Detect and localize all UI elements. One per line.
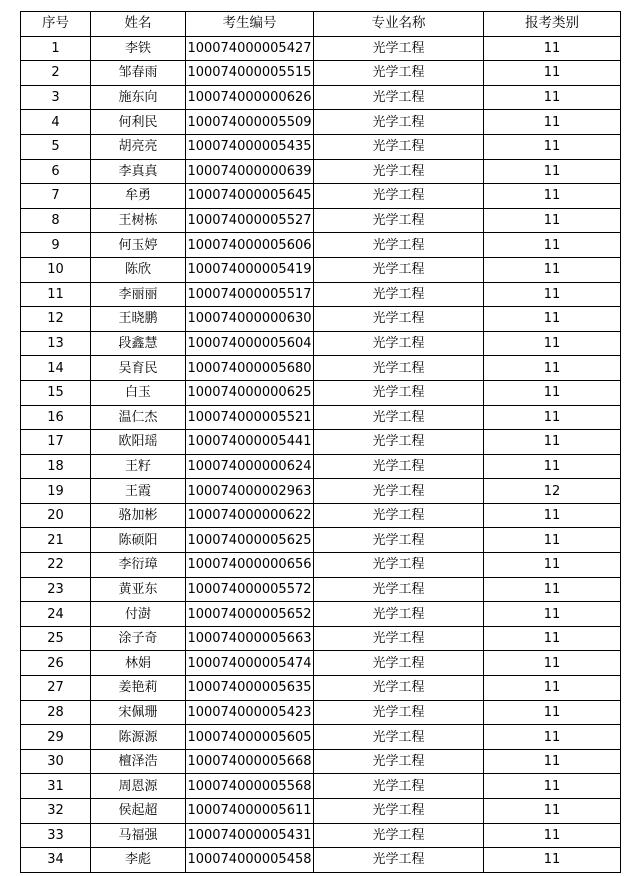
cell-category: 11: [484, 749, 621, 774]
cell-name: 黄亚东: [91, 577, 186, 602]
cell-seq: 15: [21, 380, 91, 405]
cell-category: 11: [484, 626, 621, 651]
table-row: [21, 749, 621, 774]
cell-major: 光学工程: [314, 405, 484, 430]
header-major: 专业名称: [314, 12, 484, 37]
table-row: [21, 282, 621, 307]
table-row: [21, 430, 621, 455]
cell-seq: 30: [21, 749, 91, 774]
cell-name: 周恩源: [91, 774, 186, 799]
cell-name: 宋佩珊: [91, 700, 186, 725]
cell-exam-id: 100074000005474: [186, 651, 314, 676]
header-category: 报考类别: [484, 12, 621, 37]
cell-name: 欧阳瑶: [91, 430, 186, 455]
cell-category: 12: [484, 479, 621, 504]
cell-seq: 18: [21, 454, 91, 479]
cell-category: 11: [484, 553, 621, 578]
cell-exam-id: 100074000005645: [186, 184, 314, 209]
cell-name: 李衍璋: [91, 553, 186, 578]
cell-exam-id: 100074000005515: [186, 61, 314, 86]
cell-category: 11: [484, 602, 621, 627]
cell-exam-id: 100074000002963: [186, 479, 314, 504]
cell-seq: 19: [21, 479, 91, 504]
candidate-table: [20, 11, 621, 873]
cell-name: 段鑫慧: [91, 331, 186, 356]
cell-major: 光学工程: [314, 503, 484, 528]
cell-seq: 31: [21, 774, 91, 799]
cell-exam-id: 100074000005606: [186, 233, 314, 258]
cell-category: 11: [484, 282, 621, 307]
cell-category: 11: [484, 454, 621, 479]
table-row: [21, 380, 621, 405]
cell-name: 王籽: [91, 454, 186, 479]
cell-seq: 23: [21, 577, 91, 602]
cell-major: 光学工程: [314, 208, 484, 233]
cell-seq: 28: [21, 700, 91, 725]
cell-exam-id: 100074000005458: [186, 848, 314, 873]
cell-name: 李铁: [91, 36, 186, 61]
cell-major: 光学工程: [314, 577, 484, 602]
cell-name: 李丽丽: [91, 282, 186, 307]
cell-exam-id: 100074000005611: [186, 799, 314, 824]
cell-major: 光学工程: [314, 799, 484, 824]
cell-seq: 11: [21, 282, 91, 307]
cell-seq: 13: [21, 331, 91, 356]
table-row: [21, 356, 621, 381]
table-row: [21, 405, 621, 430]
cell-category: 11: [484, 356, 621, 381]
cell-major: 光学工程: [314, 454, 484, 479]
table-body: [21, 36, 621, 872]
table-row: [21, 233, 621, 258]
cell-major: 光学工程: [314, 676, 484, 701]
cell-seq: 6: [21, 159, 91, 184]
cell-name: 施东向: [91, 85, 186, 110]
cell-seq: 32: [21, 799, 91, 824]
cell-seq: 1: [21, 36, 91, 61]
table-row: [21, 799, 621, 824]
cell-major: 光学工程: [314, 602, 484, 627]
cell-exam-id: 100074000000639: [186, 159, 314, 184]
cell-major: 光学工程: [314, 774, 484, 799]
cell-seq: 21: [21, 528, 91, 553]
cell-name: 林娟: [91, 651, 186, 676]
cell-category: 11: [484, 233, 621, 258]
cell-seq: 10: [21, 257, 91, 282]
cell-name: 李真真: [91, 159, 186, 184]
cell-exam-id: 100074000000656: [186, 553, 314, 578]
cell-name: 牟勇: [91, 184, 186, 209]
cell-exam-id: 100074000005625: [186, 528, 314, 553]
cell-name: 何玉婷: [91, 233, 186, 258]
cell-exam-id: 100074000005435: [186, 134, 314, 159]
cell-major: 光学工程: [314, 479, 484, 504]
table-header-row: [21, 12, 621, 37]
table-row: [21, 553, 621, 578]
table-row: [21, 528, 621, 553]
cell-major: 光学工程: [314, 430, 484, 455]
cell-category: 11: [484, 577, 621, 602]
cell-exam-id: 100074000005427: [186, 36, 314, 61]
table-row: [21, 307, 621, 332]
cell-exam-id: 100074000000625: [186, 380, 314, 405]
cell-name: 陈硕阳: [91, 528, 186, 553]
cell-exam-id: 100074000000622: [186, 503, 314, 528]
table-row: [21, 184, 621, 209]
cell-category: 11: [484, 725, 621, 750]
cell-seq: 3: [21, 85, 91, 110]
cell-exam-id: 100074000005509: [186, 110, 314, 135]
table-row: [21, 848, 621, 873]
table-row: [21, 36, 621, 61]
cell-exam-id: 100074000005423: [186, 700, 314, 725]
cell-exam-id: 100074000005680: [186, 356, 314, 381]
table-row: [21, 676, 621, 701]
table-row: [21, 110, 621, 135]
cell-exam-id: 100074000005604: [186, 331, 314, 356]
cell-exam-id: 100074000005419: [186, 257, 314, 282]
cell-exam-id: 100074000005572: [186, 577, 314, 602]
cell-seq: 22: [21, 553, 91, 578]
cell-category: 11: [484, 36, 621, 61]
cell-name: 陈欣: [91, 257, 186, 282]
cell-seq: 14: [21, 356, 91, 381]
table-row: [21, 257, 621, 282]
cell-major: 光学工程: [314, 848, 484, 873]
cell-name: 檀泽浩: [91, 749, 186, 774]
cell-major: 光学工程: [314, 257, 484, 282]
cell-seq: 33: [21, 823, 91, 848]
cell-name: 白玉: [91, 380, 186, 405]
cell-seq: 5: [21, 134, 91, 159]
cell-name: 骆加彬: [91, 503, 186, 528]
table-row: [21, 626, 621, 651]
cell-seq: 7: [21, 184, 91, 209]
cell-seq: 27: [21, 676, 91, 701]
cell-major: 光学工程: [314, 36, 484, 61]
cell-category: 11: [484, 184, 621, 209]
cell-seq: 2: [21, 61, 91, 86]
cell-name: 姜艳莉: [91, 676, 186, 701]
cell-major: 光学工程: [314, 110, 484, 135]
cell-exam-id: 100074000000624: [186, 454, 314, 479]
table-row: [21, 208, 621, 233]
cell-major: 光学工程: [314, 331, 484, 356]
table-row: [21, 479, 621, 504]
cell-category: 11: [484, 799, 621, 824]
cell-seq: 25: [21, 626, 91, 651]
cell-exam-id: 100074000005568: [186, 774, 314, 799]
cell-seq: 24: [21, 602, 91, 627]
cell-exam-id: 100074000000626: [186, 85, 314, 110]
table-row: [21, 725, 621, 750]
cell-major: 光学工程: [314, 61, 484, 86]
cell-seq: 17: [21, 430, 91, 455]
cell-major: 光学工程: [314, 159, 484, 184]
cell-seq: 4: [21, 110, 91, 135]
cell-name: 王晓鹏: [91, 307, 186, 332]
cell-exam-id: 100074000000630: [186, 307, 314, 332]
cell-exam-id: 100074000005527: [186, 208, 314, 233]
cell-major: 光学工程: [314, 282, 484, 307]
cell-exam-id: 100074000005441: [186, 430, 314, 455]
cell-exam-id: 100074000005635: [186, 676, 314, 701]
cell-name: 侯起超: [91, 799, 186, 824]
cell-major: 光学工程: [314, 749, 484, 774]
cell-name: 陈源源: [91, 725, 186, 750]
header-exam-id: 考生编号: [186, 12, 314, 37]
cell-category: 11: [484, 700, 621, 725]
table-row: [21, 331, 621, 356]
cell-name: 李彪: [91, 848, 186, 873]
cell-major: 光学工程: [314, 651, 484, 676]
cell-exam-id: 100074000005652: [186, 602, 314, 627]
cell-category: 11: [484, 331, 621, 356]
header-name: 姓名: [91, 12, 186, 37]
cell-major: 光学工程: [314, 85, 484, 110]
cell-name: 何利民: [91, 110, 186, 135]
cell-name: 吴育民: [91, 356, 186, 381]
cell-major: 光学工程: [314, 823, 484, 848]
cell-category: 11: [484, 430, 621, 455]
table-row: [21, 823, 621, 848]
cell-seq: 12: [21, 307, 91, 332]
cell-category: 11: [484, 85, 621, 110]
cell-seq: 8: [21, 208, 91, 233]
cell-seq: 26: [21, 651, 91, 676]
cell-major: 光学工程: [314, 134, 484, 159]
table-row: [21, 577, 621, 602]
cell-major: 光学工程: [314, 184, 484, 209]
cell-major: 光学工程: [314, 380, 484, 405]
cell-exam-id: 100074000005663: [186, 626, 314, 651]
cell-name: 涂子奇: [91, 626, 186, 651]
cell-name: 王树栋: [91, 208, 186, 233]
cell-name: 王霞: [91, 479, 186, 504]
cell-category: 11: [484, 208, 621, 233]
cell-exam-id: 100074000005521: [186, 405, 314, 430]
cell-major: 光学工程: [314, 528, 484, 553]
cell-seq: 29: [21, 725, 91, 750]
cell-seq: 20: [21, 503, 91, 528]
cell-category: 11: [484, 405, 621, 430]
table-row: [21, 651, 621, 676]
cell-major: 光学工程: [314, 233, 484, 258]
cell-name: 邹春雨: [91, 61, 186, 86]
header-seq: 序号: [21, 12, 91, 37]
cell-category: 11: [484, 110, 621, 135]
cell-category: 11: [484, 528, 621, 553]
cell-category: 11: [484, 848, 621, 873]
cell-category: 11: [484, 823, 621, 848]
cell-exam-id: 100074000005668: [186, 749, 314, 774]
cell-major: 光学工程: [314, 700, 484, 725]
cell-major: 光学工程: [314, 725, 484, 750]
table-row: [21, 774, 621, 799]
table-row: [21, 503, 621, 528]
table-row: [21, 602, 621, 627]
cell-category: 11: [484, 651, 621, 676]
cell-major: 光学工程: [314, 626, 484, 651]
cell-category: 11: [484, 380, 621, 405]
cell-name: 付澍: [91, 602, 186, 627]
cell-category: 11: [484, 676, 621, 701]
cell-category: 11: [484, 134, 621, 159]
table-row: [21, 700, 621, 725]
cell-exam-id: 100074000005517: [186, 282, 314, 307]
cell-major: 光学工程: [314, 553, 484, 578]
table-row: [21, 134, 621, 159]
cell-exam-id: 100074000005431: [186, 823, 314, 848]
cell-seq: 9: [21, 233, 91, 258]
cell-seq: 34: [21, 848, 91, 873]
table-row: [21, 159, 621, 184]
cell-category: 11: [484, 159, 621, 184]
roster-sheet: [20, 11, 621, 873]
cell-category: 11: [484, 61, 621, 86]
cell-name: 温仁杰: [91, 405, 186, 430]
table-row: [21, 454, 621, 479]
table-row: [21, 85, 621, 110]
cell-name: 胡亮亮: [91, 134, 186, 159]
cell-category: 11: [484, 774, 621, 799]
cell-major: 光学工程: [314, 356, 484, 381]
cell-category: 11: [484, 257, 621, 282]
cell-category: 11: [484, 503, 621, 528]
cell-exam-id: 100074000005605: [186, 725, 314, 750]
cell-category: 11: [484, 307, 621, 332]
cell-name: 马福强: [91, 823, 186, 848]
table-row: [21, 61, 621, 86]
cell-seq: 16: [21, 405, 91, 430]
cell-major: 光学工程: [314, 307, 484, 332]
